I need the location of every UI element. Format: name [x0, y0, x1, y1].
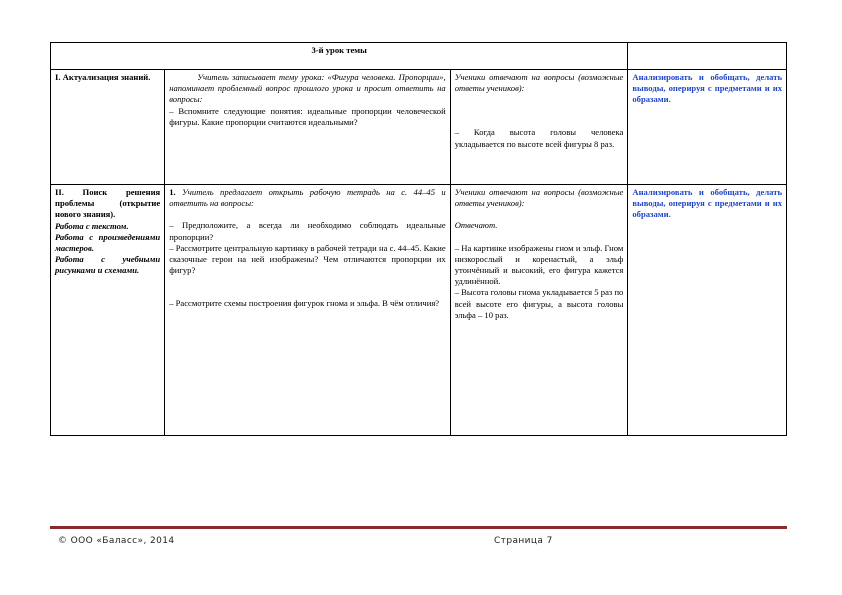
student-response: Отвечают. [454, 220, 498, 231]
step-number: 1. [169, 187, 176, 197]
teacher-question: – Вспомните следующие понятия: идеальные пропорции человеческой фигуры. Какие пропорции считаются идеальными? [169, 105, 446, 127]
stage-label: Актуализация знаний. [62, 72, 151, 82]
teacher-instruction: Учитель записывает тему урока: «Фигура человека. Пропорции», напоминает проблемный вопрос прошлого урока и просит ответить на вопросы: [169, 72, 446, 105]
footer-page-number: Страница 7 [494, 536, 553, 546]
teacher-question: – Рассмотрите центральную картинку в рабочей тетради на с. 44–45. Какие сказочные герои на ней изображены? Чем отличаются пропорции их фигур? [169, 242, 446, 276]
stage-title: II. Поиск решения проблемы (открытие нового знания). [55, 187, 161, 220]
teacher-instruction [169, 187, 446, 209]
uud-cell [628, 185, 787, 436]
table-title-empty-cell [628, 43, 787, 70]
work-form: Работа с текстом. [55, 220, 129, 231]
student-answer: – На картинке изображены гном и эльф. Гном низкорослый и коренастый, а эльф утончённый и высокий, его фигура кажется удлинённой. [454, 242, 624, 287]
table-title: 3-й урок темы [51, 43, 628, 70]
student-answer: – Когда высота головы человека укладывается по высоте всей фигуры 8 раз. [454, 127, 624, 149]
table-title-row [51, 43, 787, 70]
student-answer: – Высота головы гнома укладывается 5 раз по всей высоте его фигуры, а высота головы эльфа – 10 раз. [454, 287, 624, 320]
footer-rule [50, 526, 787, 529]
stage-cell [51, 185, 165, 436]
work-form: Работа с произведениями мастеров. [55, 231, 161, 254]
teacher-activity-cell [165, 185, 451, 436]
table-row [51, 185, 787, 436]
table-row [51, 70, 787, 185]
stage-number: I. [55, 72, 61, 82]
lesson-table [50, 42, 787, 436]
student-activity-cell [450, 185, 628, 436]
uud-cell [628, 70, 787, 185]
uud-text: Анализировать и обобщать, делать выводы, оперируя с предметами и их образами. [632, 187, 782, 220]
footer-copyright: © ООО «Баласс», 2014 [58, 536, 175, 546]
teacher-question: – Предположите, а всегда ли необходимо соблюдать идеальные пропорции? [169, 220, 446, 242]
stage-cell [51, 70, 165, 185]
stage-name [55, 72, 160, 83]
teacher-activity-cell [165, 70, 451, 185]
student-activity-cell [450, 70, 628, 185]
teacher-instruction-text: Учитель предлагает открыть рабочую тетрадь на с. 44–45 и ответить на вопросы: [169, 187, 446, 209]
student-intro: Ученики отвечают на вопросы (возможные ответы учеников): [454, 72, 624, 94]
teacher-question: – Рассмотрите схемы построения фигурок гнома и эльфа. В чём отличия? [169, 298, 440, 309]
uud-text: Анализировать и обобщать, делать выводы, оперируя с предметами и их образами. [632, 72, 782, 105]
work-form: Работа с учебными рисунками и схемами. [55, 254, 161, 276]
student-intro: Ученики отвечают на вопросы (возможные ответы учеников): [454, 187, 624, 209]
